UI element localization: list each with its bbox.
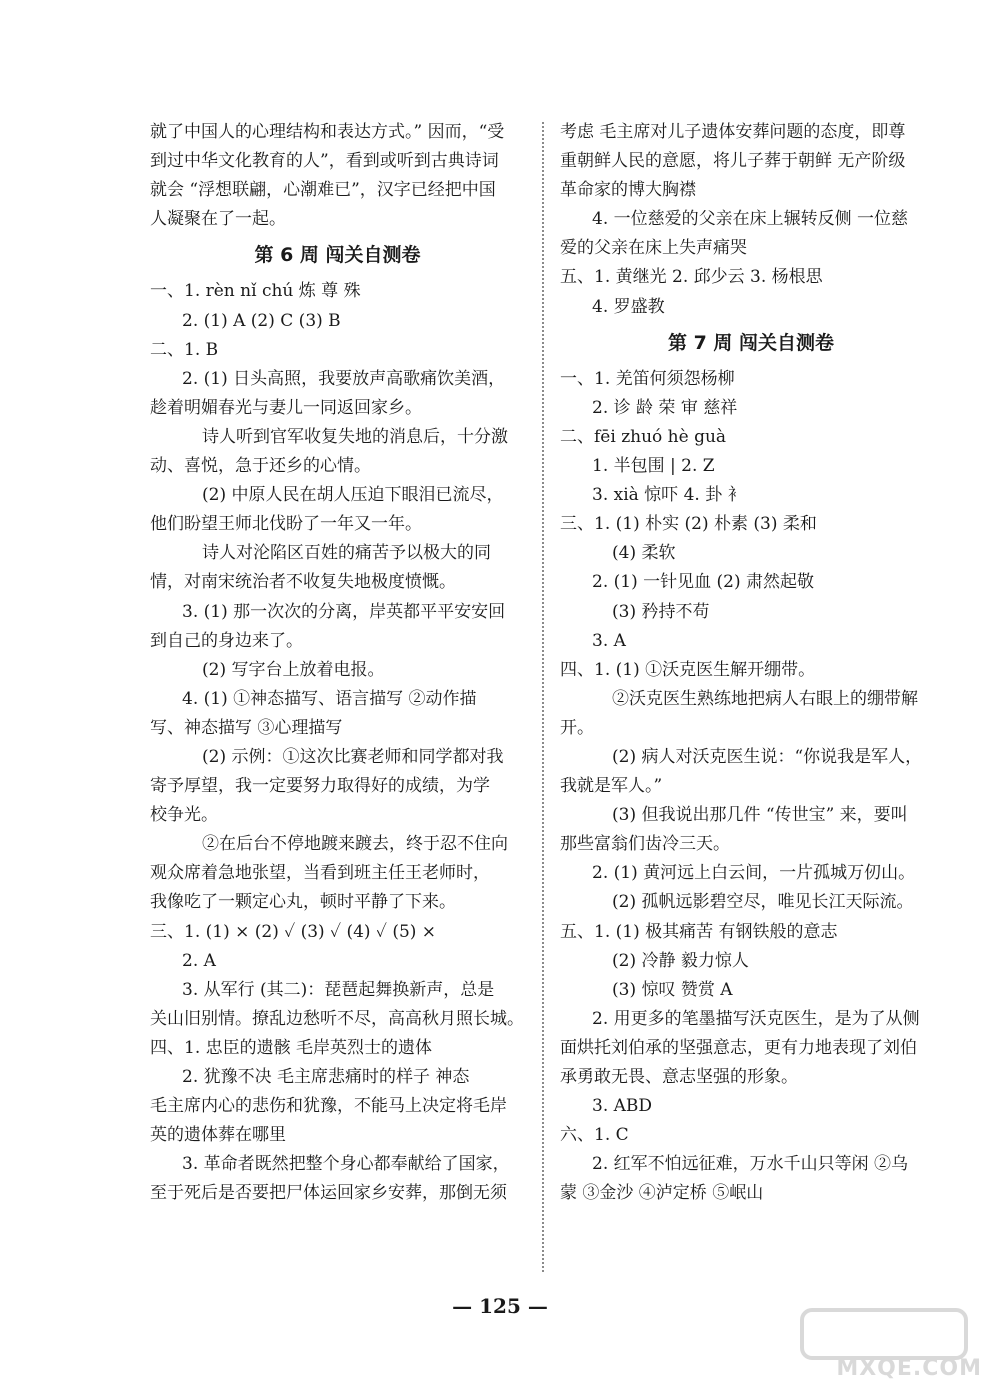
answer-line: 二、fēi zhuó hè guà <box>560 426 727 447</box>
answer-line: 2. 诊 龄 荣 审 慈祥 <box>592 397 738 418</box>
answer-line: 六、1. C <box>560 1125 629 1146</box>
answer-line: (3) 惊叹 赞赏 A <box>612 979 733 1000</box>
answer-line: 蒙 ③金沙 ④泸定桥 ⑤岷山 <box>560 1183 764 1204</box>
answer-line: 爱的父亲在床上失声痛哭 <box>560 238 747 259</box>
answer-line: 3. (1) 那一次次的分离，岸英都平平安安回 <box>182 601 506 622</box>
answer-line: 观众席着急地张望，当看到班主任王老师时， <box>150 863 490 884</box>
column-divider <box>542 122 544 1272</box>
answer-line: 一、1. rèn nǐ chú 炼 尊 殊 <box>150 281 361 302</box>
answer-line: 写、神态描写 ③心理描写 <box>150 717 343 738</box>
answer-line: (2) 写字台上放着电报。 <box>202 659 385 680</box>
answer-line: 3. xià 惊吓 4. 卦 衤 <box>592 485 745 506</box>
answer-line: 开。 <box>560 717 594 738</box>
answer-line: 趁着明媚春光与妻儿一同返回家乡。 <box>150 397 422 418</box>
answer-line: 2. (1) A (2) C (3) B <box>182 310 341 331</box>
answer-line: 2. (1) 日头高照，我要放声高歌痛饮美酒， <box>182 368 506 389</box>
answer-line: 英的遗体葬在哪里 <box>150 1125 286 1146</box>
answer-line: 到自己的身边来了。 <box>150 630 303 651</box>
answer-line: 关山旧别情。撩乱边愁听不尽，高高秋月照长城。 <box>150 1008 524 1029</box>
answer-line: 2. 红军不怕远征难，万水千山只等闲 ②乌 <box>592 1154 909 1175</box>
section-title: 第 7 周 闯关自测卷 <box>667 331 835 354</box>
answer-line: ②沃克医生熟练地把病人右眼上的绷带解 <box>612 688 918 709</box>
answer-line: 承勇敢无畏、意志坚强的形象。 <box>560 1067 798 1087</box>
answer-line: (3) 矜持不苟 <box>612 601 710 622</box>
answer-line: (2) 示例：①这次比赛老师和同学都对我 <box>202 746 504 767</box>
answer-line: (2) 孤帆远影碧空尽，唯见长江天际流。 <box>612 892 914 913</box>
answer-line: 我像吃了一颗定心丸，顿时平静了下来。 <box>150 892 456 913</box>
answer-line: 1. 半包围 | 2. Z <box>592 456 715 477</box>
watermark-logo-icon <box>800 1308 968 1360</box>
answer-line: (2) 冷静 毅力惊人 <box>612 950 749 971</box>
answer-line: 就了中国人的心理结构和表达方式。” 因而，“受 <box>150 122 505 142</box>
answer-line: 四、1. 忠臣的遗骸 毛岸英烈士的遗体 <box>150 1037 433 1058</box>
answer-line: 校争光。 <box>150 805 218 826</box>
answer-line: 就会 “浮想联翩，心潮难已”，汉字已经把中国 <box>150 180 496 201</box>
answer-line: 2. (1) 黄河远上白云间，一片孤城万仞山。 <box>592 863 916 884</box>
answer-line: 面烘托刘伯承的坚强意志，更有力地表现了刘伯 <box>560 1037 917 1058</box>
answer-line: 诗人对沦陷区百姓的痛苦予以极大的同 <box>202 543 491 564</box>
answer-line: (3) 但我说出那几件 “传世宝” 来，要叫 <box>612 805 908 826</box>
answer-line: 2. 犹豫不决 毛主席悲痛时的样子 神态 <box>182 1067 470 1087</box>
answer-line: 诗人听到官军收复失地的消息后，十分激 <box>202 426 508 447</box>
watermark <box>782 1308 982 1383</box>
answer-line: 2. A <box>182 950 216 971</box>
answer-line: (4) 柔软 <box>612 543 676 564</box>
answer-line: (2) 中原人民在胡人压迫下眼泪已流尽， <box>202 485 504 506</box>
answer-line: 2. (1) 一针见血 (2) 肃然起敬 <box>592 572 814 593</box>
answer-line: 五、1. 黄继光 2. 邱少云 3. 杨根思 <box>560 267 823 288</box>
answer-line: 那些富翁们齿冷三天。 <box>560 834 730 855</box>
answer-line: 到过中华文化教育的人”，看到或听到古典诗词 <box>150 151 499 172</box>
answer-line: 情，对南宋统治者不收复失地极度愤慨。 <box>150 572 456 593</box>
answer-line: 二、1. B <box>150 339 219 360</box>
answer-line: 五、1. (1) 极其痛苦 有钢铁般的意志 <box>560 921 838 942</box>
answer-line: ②在后台不停地踱来踱去，终于忍不住向 <box>202 834 508 855</box>
answer-line: 寄予厚望，我一定要努力取得好的成绩，为学 <box>150 776 490 797</box>
answer-line: 人凝聚在了一起。 <box>150 209 286 230</box>
answer-line: 毛主席内心的悲伤和犹豫，不能马上决定将毛岸 <box>150 1096 507 1117</box>
answer-line: 我就是军人。” <box>560 776 663 797</box>
answer-line: 革命家的博大胸襟 <box>560 180 696 201</box>
section-title: 第 6 周 闯关自测卷 <box>254 244 421 267</box>
answer-line: 2. 用更多的笔墨描写沃克医生，是为了从侧 <box>592 1008 920 1029</box>
answer-line: 三、1. (1) × (2) ✓ (3) ✓ (4) ✓ (5) × <box>150 921 437 942</box>
answer-line: 3. ABD <box>592 1096 653 1117</box>
answer-line: 3. A <box>592 630 626 651</box>
answer-line: 考虑 毛主席对儿子遗体安葬问题的态度，即尊 <box>560 122 906 142</box>
answer-line: 4. (1) ①神态描写、语言描写 ②动作描 <box>182 688 477 709</box>
answer-line: 3. 从军行 (其二)：琵琶起舞换新声，总是 <box>182 979 495 1000</box>
left-column <box>150 118 525 1208</box>
answer-line: 4. 一位慈爱的父亲在床上辗转反侧 一位慈 <box>592 209 909 230</box>
answer-line: 他们盼望王师北伐盼了一年又一年。 <box>150 514 422 535</box>
answer-line: 4. 罗盛教 <box>592 296 665 317</box>
answer-line: 至于死后是否要把尸体运回家乡安葬，那倒无须 <box>150 1183 507 1204</box>
watermark-text: MXQE.COM <box>836 1356 982 1381</box>
answer-line: 四、1. (1) ①沃克医生解开绷带。 <box>560 659 816 680</box>
answer-line: 重朝鲜人民的意愿，将儿子葬于朝鲜 无产阶级 <box>560 151 906 172</box>
answer-line: (2) 病人对沃克医生说：“你说我是军人， <box>612 746 923 767</box>
answer-line: 三、1. (1) 朴实 (2) 朴素 (3) 柔和 <box>560 514 817 535</box>
answer-line: 动、喜悦，急于还乡的心情。 <box>150 456 371 477</box>
right-column <box>560 118 942 1208</box>
answer-line: 一、1. 羌笛何须怨杨柳 <box>560 368 735 389</box>
page-number: — 125 — <box>452 1294 548 1318</box>
answer-line: 3. 革命者既然把整个身心都奉献给了国家， <box>182 1154 510 1175</box>
